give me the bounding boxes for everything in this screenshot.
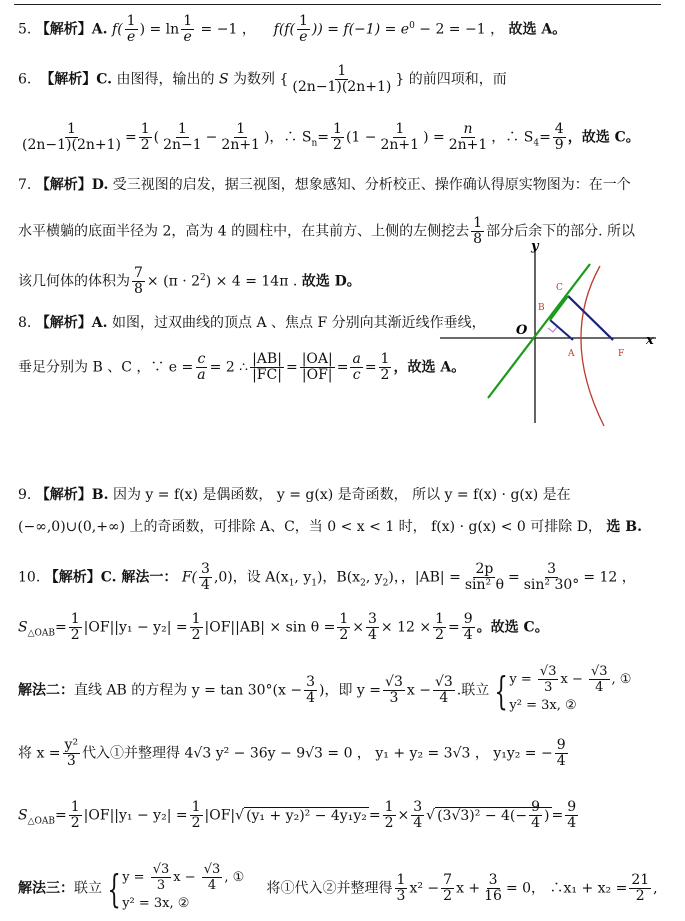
q10-method2-line: 解法二：直线 AB 的方程为 y = tan 30°(x − $\frac{3}{4}$ )，即 y = $\frac{√3}{3}$ x − $\frac{√3}{4}$ .联立 { y = $\frac{√3}{3}$ x − $\frac{√3}{4}$ , ① y² = 3x, ② — [18, 664, 631, 717]
q10-frac: $\frac{1}{3}$ — [396, 872, 406, 904]
q8-answer: ，故选 A。 — [393, 359, 466, 376]
equation-system: { y = $\frac{√3}{3}$ x − $\frac{√3}{4}$ , ① y² = 3x, ② — [107, 862, 245, 911]
q6-line-2: $\frac{1}{(2n-1)(2n+1)}$ = $\frac{1}{2}$ ( $\frac{1}{2n-1}$ − $\frac{1}{2n+1}$ )，∴ $S_n=$ $\frac{1}{2}$ (1 − $\frac{1}{2n+1}$ ) = $\frac{n}{2n+1}$ ，∴ $S_4=$ $\frac{4}{9}$ ，故选 C。 — [22, 121, 640, 153]
q10-frac: $\frac{9}{4}$ — [567, 799, 577, 831]
q10-frac: $\frac{3}{4}$ — [306, 674, 316, 706]
q7-text: 受三视图的启发，据三视图，想象感知、分析校正、操作确认得原实物图为：在一个 — [112, 177, 631, 193]
q10-frac: $\frac{21}{2}$ — [631, 872, 650, 904]
q8-number: 8. — [18, 315, 32, 331]
q6-frac: $\frac{4}{9}$ — [554, 121, 564, 153]
q10-method3-line: 解法三：联立 { y = $\frac{√3}{3}$ x − $\frac{√3}{4}$ , ① y² = 3x, ② 将①代入②并整理得 $\frac{1}{3}$ x² − $\frac{7}{2}$ x + $\frac{3}{16}$ = 0， ∴x₁ + x₂ = $\frac{21}{2}$ , — [18, 862, 658, 915]
hyperbola-figure — [430, 238, 666, 428]
x-axis-label: x — [646, 333, 654, 348]
asymptote-line — [488, 264, 590, 398]
q10-frac: $\frac{1}{2}$ — [70, 799, 80, 831]
q7-frac: $\frac{1}{8}$ — [473, 215, 483, 247]
q6-frac: $\frac{1}{2}$ — [333, 121, 342, 153]
q7-line-3: 该几何体的体积为 $\frac{7}{8}$ × $(\pi \cdot 2^2) \times 4 = 14\pi$ . 故选 D。 — [18, 265, 361, 297]
q6-text: 由图得，输出的 — [116, 71, 215, 88]
q6-frac: $\frac{n}{2n+1}$ — [448, 121, 488, 153]
method3-tag: 解法三： — [18, 880, 74, 897]
q5-line — [18, 14, 566, 45]
q6-frac: $\frac{1}{2}$ — [140, 121, 150, 153]
origin-label: O — [516, 323, 528, 338]
q7-answer: 故选 D。 — [301, 273, 361, 290]
q10-frac: $\frac{√3}{3}$ — [385, 674, 403, 706]
q10-frac: $\frac{9}{4}$ — [463, 611, 473, 643]
q6-frac: $\frac{1}{(2n-1)(2n+1)}$ — [22, 121, 121, 153]
q8-line-2: 垂足分别为 B 、C ，∵ e = $\frac{c}{a}$ = 2 ∴ $\frac{|AB|}{|FC|}$ = $\frac{|OA|}{|OF|}$ = $\frac{a}{c}$ = $\frac{1}{2}$ ，故选 A。 — [18, 351, 466, 383]
q5-expr: )) = f(−1) = e — [311, 21, 410, 38]
q10-frac: $\frac{1}{2}$ — [191, 799, 201, 831]
q10-frac: $\frac{3}{4}$ — [368, 611, 377, 643]
method2-tag: 解法二： — [18, 682, 74, 699]
q10-frac: $\frac{2p}{\text{sin² θ}}$ — [464, 561, 505, 593]
q8-line-1 — [18, 314, 486, 332]
q10-answer: 。故选 C。 — [476, 619, 549, 636]
q7-number: 7. — [18, 177, 32, 193]
q5-expr: − 2 = −1 ， — [414, 21, 505, 38]
q10-area-line-2: $S_{\triangle OAB}=$ $\frac{1}{2}$ |OF||y₁ − y₂| = $\frac{1}{2}$ |OF|√ (y₁ + y₂)² − 4y₁y₂ = $\frac{1}{2}$ × $\frac{3}{4}$ √ (3√3)² − 4(− $\frac{9}{4}$ ) = $\frac{9}{4}$ — [18, 799, 577, 831]
point-a-label: A — [568, 349, 575, 359]
q10-frac: $\frac{1}{2}$ — [191, 611, 201, 643]
q9-answer: 选 B. — [606, 519, 642, 535]
segment-bc — [550, 296, 568, 320]
q7-tag: 【解析】D. — [35, 177, 109, 193]
q10-frac: $\frac{9}{4}$ — [556, 737, 566, 769]
q9-tag: 【解析】B. — [35, 487, 109, 503]
hyperbola-curve — [581, 266, 604, 426]
perpendicular-ab — [550, 320, 573, 340]
q8-text: 如图，过双曲线的顶点 A 、焦点 F 分别向其渐近线作垂线， — [112, 315, 486, 331]
q6-frac: $\frac{1}{2n-1}$ — [163, 121, 202, 153]
q10-frac: $\frac{3}{4}$ — [413, 799, 423, 831]
q6-line-1 — [18, 64, 507, 95]
equation-system: { y = $\frac{√3}{3}$ x − $\frac{√3}{4}$ , ① y² = 3x, ② — [494, 664, 632, 713]
q9-line-2: (−∞,0)∪(0,+∞) 上的奇函数，可排除 A、C，当 0 < x < 1 时， f(x) · g(x) < 0 可排除 D， 选 B. — [18, 519, 642, 535]
q6-number: 6. — [18, 71, 32, 88]
q10-substitution-line: 将 x = $\frac{\text{y²}}{3}$ 代入①并整理得 4√3 y² − 36y − 9√3 = 0 ， y₁ + y₂ = 3√3 ， y₁y₂ = − $\frac{9}{4}$ — [18, 737, 566, 769]
q6-frac: $\frac{1}{2n+1}$ — [380, 121, 420, 153]
q8-frac: $\frac{1}{2}$ — [380, 351, 390, 383]
q6-tag: 【解析】C. — [40, 71, 113, 88]
q10-frac: $\frac{1}{2}$ — [339, 611, 349, 643]
q6-text: 为数列 { — [233, 71, 289, 88]
q5-answer: 故选 A。 — [508, 21, 567, 38]
q10-frac: $\frac{1}{2}$ — [384, 799, 394, 831]
q9-line-1 — [18, 486, 571, 504]
q8-frac: $\frac{c}{a}$ — [197, 351, 206, 383]
q10-frac: $\frac{7}{2}$ — [443, 872, 453, 904]
q10-number: 10. — [18, 569, 41, 586]
q5-frac: $\frac{1}{e}$ — [126, 13, 136, 45]
point-f-label: F — [618, 349, 625, 359]
q7-line-2: 水平横躺的底面半径为 2，高为 4 的圆柱中，在其前方、上侧的左侧挖去 $\frac{1}{8}$ 部分后余下的部分. 所以 — [18, 215, 635, 247]
q8-tag: 【解析】A. — [35, 315, 108, 331]
q9-text: 因为 y = f(x) 是偶函数， y = g(x) 是奇函数， 所以 y = f(x) · g(x) 是在 — [112, 487, 571, 503]
q10-frac: $\frac{√3}{4}$ — [434, 674, 453, 706]
q5-frac: $\frac{1}{e}$ — [183, 13, 193, 45]
q9-number: 9. — [18, 487, 32, 503]
line-cf — [568, 296, 613, 340]
q10-frac: $\frac{3}{\text{sin² 30°}}$ — [523, 561, 580, 593]
q5-sup: 0 — [409, 20, 415, 31]
q8-frac: $\frac{|OA|}{|OF|}$ — [301, 351, 333, 383]
q5-frac: $\frac{1}{e}$ — [298, 13, 308, 45]
q10-frac: $\frac{3}{4}$ — [201, 561, 210, 593]
q6-frac: $\frac{1}{2n+1}$ — [221, 121, 260, 153]
point-b-label: B — [538, 303, 545, 313]
q8-frac: $\frac{|AB|}{|FC|}$ — [252, 351, 282, 383]
q5-number: 5. — [18, 21, 32, 38]
q10-line-1: 10. 【解析】C. 解法一： F( $\frac{3}{4}$ ,0)，设 $A(x_1$, $y_1$)，$B(x_2$, $y_2$)，，|AB| = $\frac{2p}{\text{sin² θ}}$ = $\frac{3}{\text{sin² 30°}}$ = 12 ， — [18, 561, 636, 593]
q6-frac: $\frac{1}{(2n-1)(2n+1)}$ — [292, 63, 392, 95]
point-c-label: C — [556, 283, 563, 293]
q5-expr: f( — [112, 21, 123, 38]
q5-expr: ) = ln — [139, 21, 180, 38]
q10-area-line: $S_{\triangle OAB}=$ $\frac{1}{2}$ |OF||y₁ − y₂| = $\frac{1}{2}$ |OF||AB| × sin θ = $\frac{1}{2}$ × $\frac{3}{4}$ × 12 × $\frac{1}{2}$ = $\frac{9}{4}$ 。故选 C。 — [18, 611, 549, 643]
q5-expr: f(f( — [273, 21, 295, 38]
q10-tag: 【解析】C. 解法一： — [44, 569, 178, 586]
q6-text: S — [218, 71, 229, 88]
q8-frac: $\frac{a}{c}$ — [352, 351, 361, 383]
right-angle-mark — [548, 327, 557, 332]
q10-frac: $\frac{1}{2}$ — [435, 611, 445, 643]
q6-text: } 的前四项和，而 — [395, 71, 507, 88]
q10-frac: $\frac{\text{y²}}{3}$ — [64, 737, 79, 769]
q5-tag: 【解析】A. — [35, 21, 108, 38]
q10-frac: $\frac{1}{2}$ — [70, 611, 80, 643]
q5-expr: = −1 ， — [196, 21, 256, 38]
y-axis-label: y — [531, 239, 539, 254]
q7-frac: $\frac{7}{8}$ — [134, 265, 143, 297]
top-rule — [14, 4, 661, 5]
q6-answer: ，故选 C。 — [567, 129, 640, 146]
q7-line-1 — [18, 176, 631, 194]
q10-frac: $\frac{3}{16}$ — [484, 872, 502, 904]
